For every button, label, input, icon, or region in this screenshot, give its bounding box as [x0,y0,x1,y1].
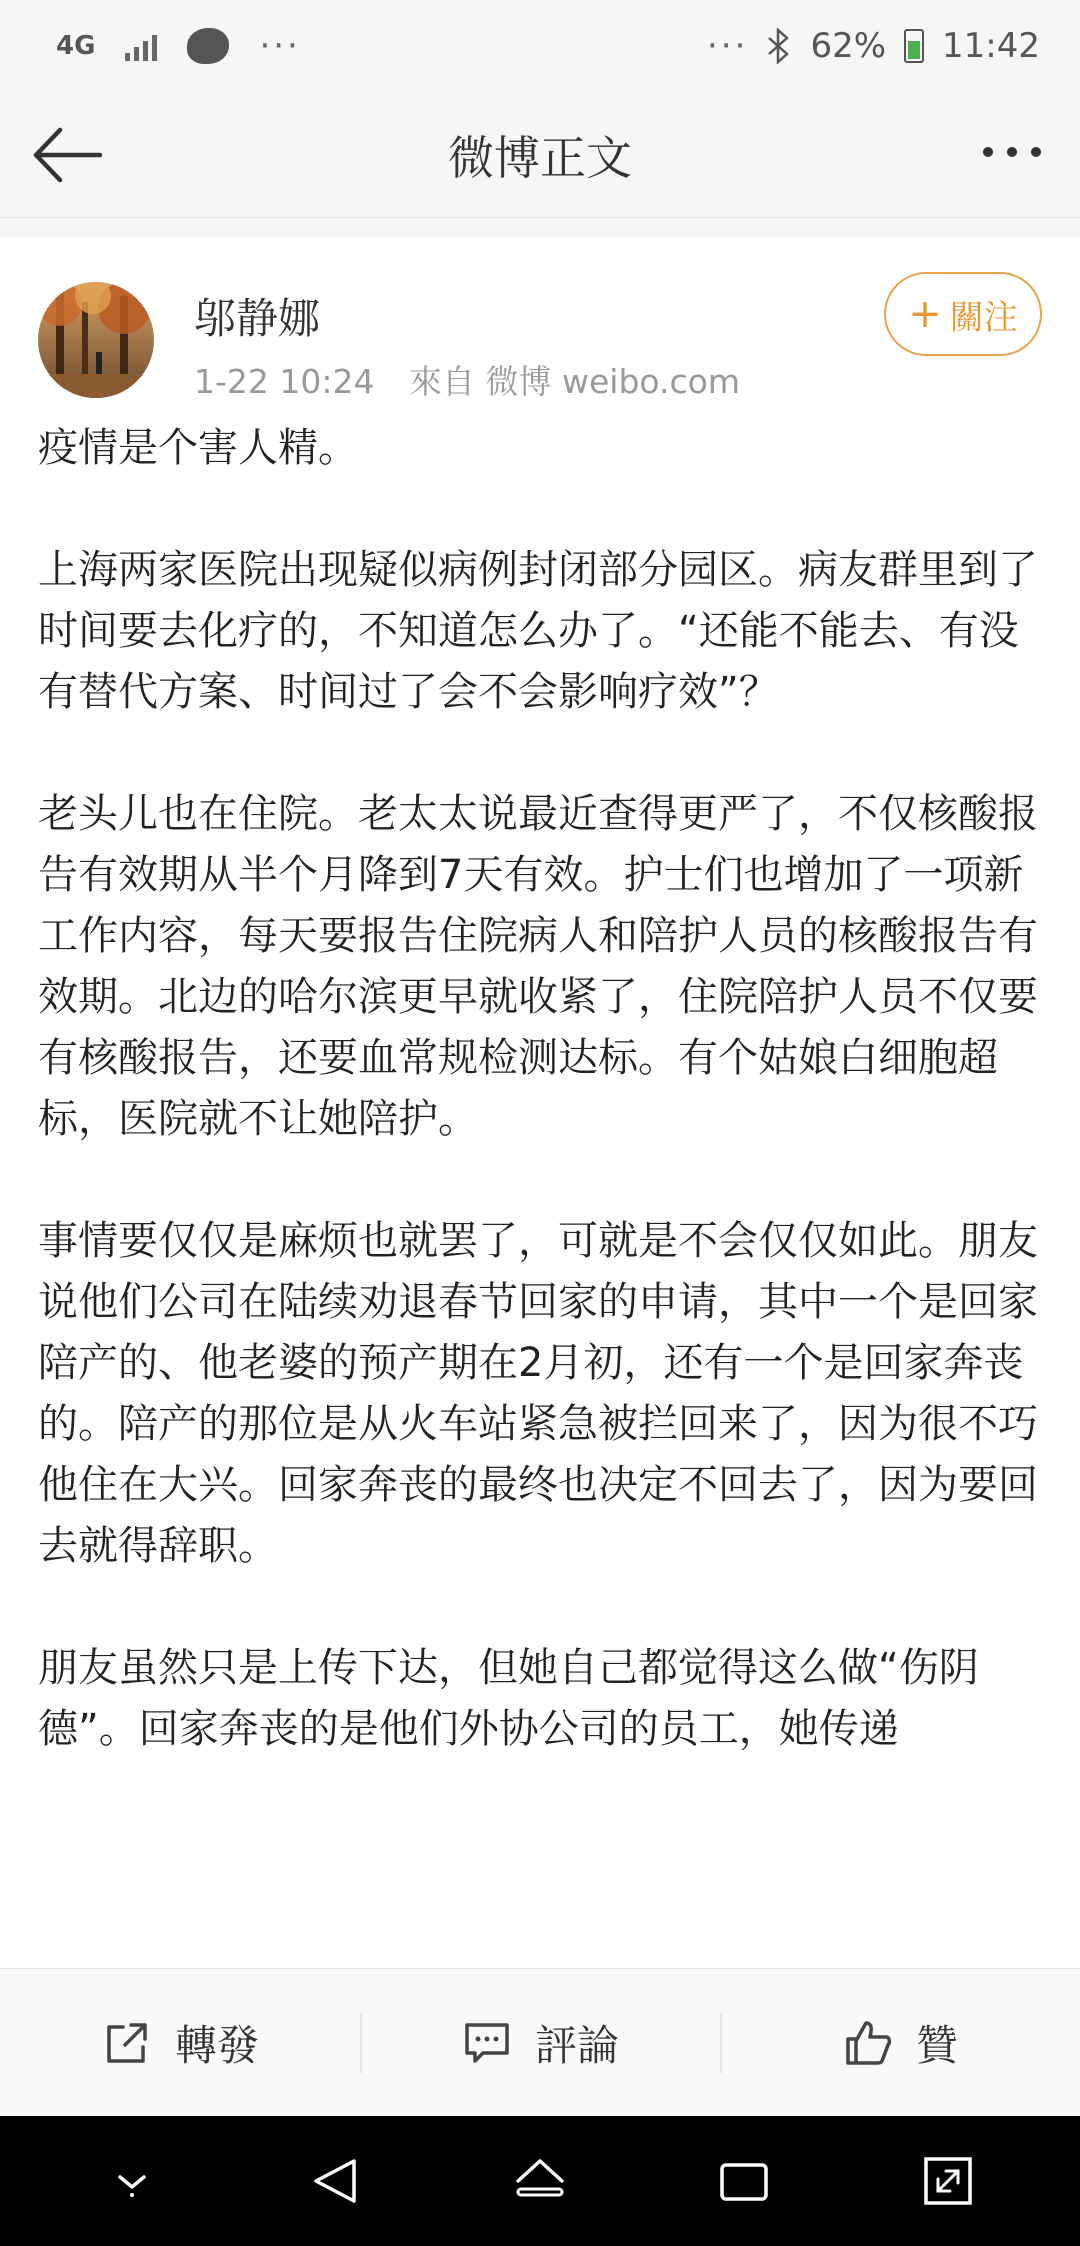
post-paragraph: 老头儿也在住院。老太太说最近查得更严了，不仅核酸报告有效期从半个月降到7天有效。护士们也增加了一项新工作内容，每天要报告住院病人和陪护人员的核酸报告有效期。北边的哈尔滨更早就收紧了，住院陪护人员不仅要有核酸报告，还要血常规检测达标。有个姑娘白细胞超标，医院就不让她陪护。 [38,791,1038,1142]
status-bar [0,0,1080,92]
comment-label: 評論 [534,2020,619,2070]
system-nav-bar [0,2116,1080,2246]
post-text [38,418,1048,1821]
bluetooth-icon [766,28,792,64]
repost-button[interactable] [0,1969,360,2116]
post-meta [194,356,764,403]
page-title: 微博正文 [448,130,632,185]
app-notification-icon [187,28,229,64]
status-left [56,26,301,66]
expand-screen-button[interactable] [913,2146,983,2216]
more-dot-icon [1031,147,1041,157]
avatar-image-icon [38,282,154,398]
back-triangle-icon [306,2151,366,2211]
post-paragraph: 事情要仅仅是麻烦也就罢了，可就是不会仅仅如此。朋友说他们公司在陆续劝退春节回家的申请，其中一个是回家陪产的、他老婆的预产期在2月初，还有一个是回家奔丧的。陪产的那位是从火车站紧急被拦回来了，因为很不巧他住在大兴。回家奔丧的最终也决定不回去了，因为要回去就得辞职。 [38,1218,1038,1569]
back-button[interactable] [28,120,108,190]
system-back-button[interactable] [301,2146,371,2216]
comment-button[interactable] [360,1969,720,2116]
system-home-button[interactable] [505,2146,575,2216]
status-right [707,26,1040,66]
more-dot-icon [983,147,993,157]
post-paragraph: 上海两家医院出现疑似病例封闭部分园区。病友群里到了时间要去化疗的，不知道怎么办了。“还能不能去、有没有替代方案、时间过了会不会影响疗效”？ [38,547,1038,715]
post-content[interactable] [0,238,1080,1968]
recents-icon [714,2151,774,2211]
plus-icon: + [908,291,942,337]
battery-percent: 62% [810,26,887,66]
post-time: 1-22 10:24 [194,362,375,401]
nav-bar [0,92,1080,218]
home-icon [510,2151,570,2211]
like-label: 贊 [915,2020,958,2070]
repost-icon [101,2017,153,2069]
author-name[interactable]: 邬静娜 [194,294,321,343]
repost-label: 轉發 [174,2020,259,2070]
more-notifications-indicator: ··· [259,26,301,66]
author-avatar[interactable] [38,282,154,398]
expand-icon [918,2151,978,2211]
more-options-button[interactable] [972,132,1052,172]
chevron-down-icon [102,2151,162,2211]
post-source: 來自 微博 weibo.com [409,362,740,401]
like-button[interactable] [720,1969,1080,2116]
signal-icon [125,31,157,61]
network-indicator: 4G [56,31,96,61]
more-dot-icon [1007,147,1017,157]
more-status-indicator: ··· [707,26,749,66]
post-paragraph: 朋友虽然只是上传下达，但她自己都觉得这么做“伤阴德”。回家奔丧的是他们外协公司的员工，她传递 [38,1645,979,1752]
battery-icon [904,29,924,63]
hide-keyboard-button[interactable] [97,2146,167,2216]
system-recents-button[interactable] [709,2146,779,2216]
comment-icon [461,2017,513,2069]
follow-button[interactable] [884,272,1042,356]
thumbs-up-icon [842,2017,894,2069]
clock: 11:42 [942,26,1040,66]
post-paragraph: 疫情是个害人精。 [38,425,358,471]
action-bar [0,1968,1080,2116]
back-arrow-icon [28,120,108,190]
follow-label: 關注 [949,297,1018,338]
